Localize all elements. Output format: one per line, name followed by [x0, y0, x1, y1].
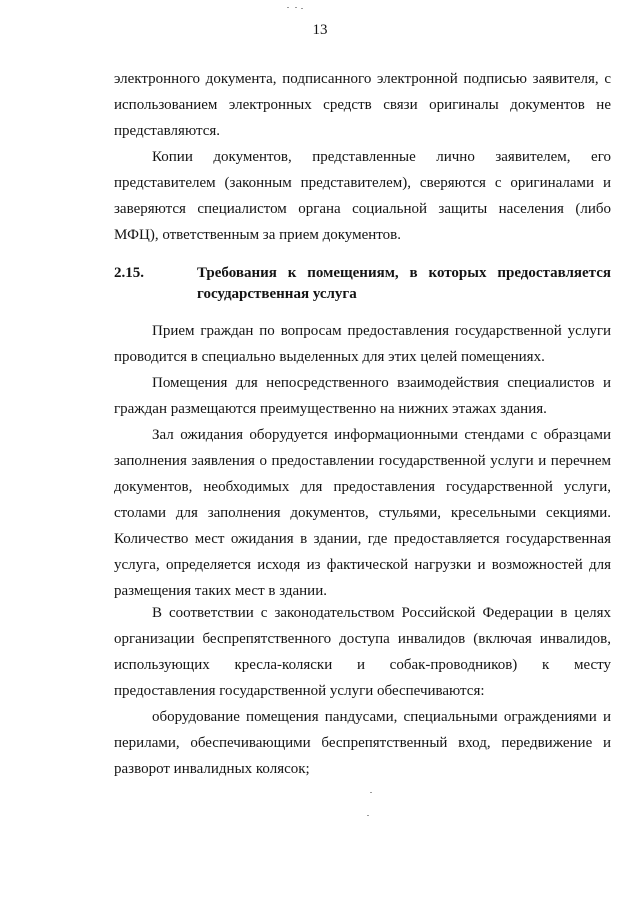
section-heading: [114, 263, 611, 305]
section-title: Требования к помещениям, в которых предоставляется государственная услуга: [197, 265, 611, 302]
scan-speck: [367, 815, 369, 816]
scan-speck: [295, 7, 297, 8]
page-number: 13: [312, 22, 328, 38]
scan-speck: [287, 7, 289, 8]
paragraph-1: электронного документа, подписанного электронной подписью заявителя, с использованием электронных средств связи оригиналы документов не представляются.: [114, 71, 611, 139]
section-number: 2.15.: [114, 265, 144, 281]
paragraph-5: Зал ожидания оборудуется информационными стендами с образцами заполнения заявления о предоставлении государственной услуги и перечнем документов, необходимых для предоставления государственной услуги, столами для заполнения документов, стульями, кресельными секциями. Количество мест ожидания в здании, где предоставляется государственная услуга, определяется исходя из фактической нагрузки и возможностей для размещения таких мест в здании.: [114, 427, 611, 599]
paragraph-4: Помещения для непосредственного взаимодействия специалистов и граждан размещаются преимущественно на нижних этажах здания.: [114, 375, 611, 417]
scan-speck: [370, 792, 372, 793]
paragraph-3: Прием граждан по вопросам предоставления государственной услуги проводится в специально выделенных для этих целей помещениях.: [114, 323, 611, 365]
scan-speck: [301, 8, 303, 9]
paragraph-2: Копии документов, представленные лично заявителем, его представителем (законным представителем), сверяются с оригиналами и заверяются специалистом органа социальной защиты населения (либо МФЦ), ответственным за прием документов.: [114, 149, 611, 243]
paragraph-7: оборудование помещения пандусами, специальными ограждениями и перилами, обеспечивающими беспрепятственный вход, передвижение и разворот инвалидных колясок;: [114, 709, 611, 777]
paragraph-6: В соответствии с законодательством Российской Федерации в целях организации беспрепятственного доступа инвалидов (включая инвалидов, использующих кресла-коляски и собак-проводников) к месту предоставления государственной услуги обеспечиваются:: [114, 605, 611, 699]
